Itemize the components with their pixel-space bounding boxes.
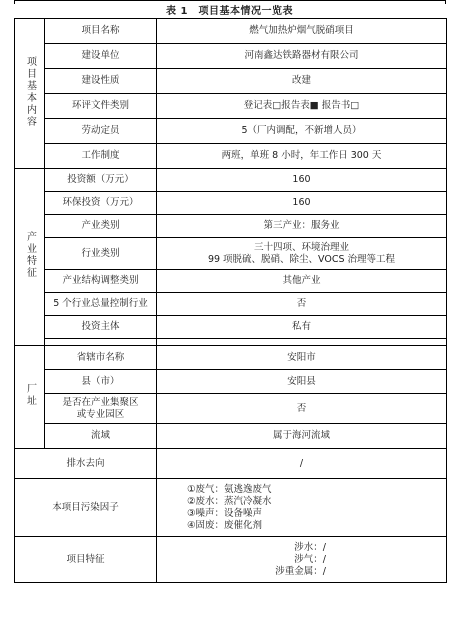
label-cluster: [45, 394, 157, 424]
label-builder: 建设单位: [45, 44, 157, 69]
table-row: [15, 19, 447, 44]
label-cluster-line: 或专业园区: [76, 408, 125, 420]
label-features: 项目特征: [15, 537, 157, 583]
table-row: [15, 394, 447, 424]
value-drainage: /: [157, 449, 447, 479]
table-row: [15, 316, 447, 339]
table-row: [15, 169, 447, 192]
value-work-system: 两班，单班 8 小时，年工作日 300 天: [157, 144, 447, 169]
feature-line: 涉气：/: [294, 553, 326, 565]
table-row: [15, 238, 447, 270]
label-sector: 行业类别: [45, 238, 157, 270]
label-five-sectors: 5 个行业总量控制行业: [45, 293, 157, 316]
value-sector-line: 99 项脱硫、脱硝、除尘、VOCS 治理等工程: [207, 253, 396, 265]
value-basin: 属于海河流域: [157, 424, 447, 449]
project-info-table: [14, 18, 447, 583]
label-investment: 投资额（万元）: [45, 169, 157, 192]
value-city: 安阳市: [157, 346, 447, 370]
table-row: [15, 479, 447, 537]
value-eia-type: 登记表□报告表■ 报告书□: [157, 94, 447, 119]
label-basin: 流域: [45, 424, 157, 449]
section-basic: 项目基本内容: [15, 19, 45, 169]
top-rule: [14, 0, 446, 1]
value-nature: 改建: [157, 69, 447, 94]
table-row: [15, 346, 447, 370]
value-investment: 160: [157, 169, 447, 192]
label-industry-category: 产业类别: [45, 215, 157, 238]
table-row: [15, 94, 447, 119]
table-row: [15, 144, 447, 169]
label-county: 县（市）: [45, 370, 157, 394]
label-nature: 建设性质: [45, 69, 157, 94]
pollutant-line: ②废水：蒸汽冷凝水: [187, 495, 272, 507]
pollutant-line: ①废气：氨逃逸废气: [187, 483, 272, 495]
table-row: [15, 370, 447, 394]
value-county: 安阳县: [157, 370, 447, 394]
value-features: [157, 537, 447, 583]
table-row: [15, 270, 447, 293]
table-row: [15, 215, 447, 238]
label-staff: 劳动定员: [45, 119, 157, 144]
label-investor: 投资主体: [45, 316, 157, 339]
value-cluster: 否: [157, 394, 447, 424]
value-industry-category: 第三产业：服务业: [157, 215, 447, 238]
pollutant-line: ③噪声：设备噪声: [187, 507, 263, 519]
table-row-spacer: [15, 339, 447, 346]
label-eia-type: 环评文件类别: [45, 94, 157, 119]
table-row: [15, 119, 447, 144]
label-work-system: 工作制度: [45, 144, 157, 169]
section-industry: 产业特征: [15, 169, 45, 346]
label-project-name: 项目名称: [45, 19, 157, 44]
table-row: [15, 424, 447, 449]
pollutant-line: ④固废：废催化剂: [187, 519, 263, 531]
value-restructuring: 其他产业: [157, 270, 447, 293]
value-builder: 河南鑫达铁路器材有限公司: [157, 44, 447, 69]
table-row: [15, 293, 447, 316]
label-env-investment: 环保投资（万元）: [45, 192, 157, 215]
table-row: [15, 69, 447, 94]
value-staff: 5（厂内调配，不新增人员）: [157, 119, 447, 144]
value-five-sectors: 否: [157, 293, 447, 316]
value-pollutants: [157, 479, 447, 537]
value-sector: [157, 238, 447, 270]
table-row: [15, 537, 447, 583]
section-site: 厂址: [15, 346, 45, 449]
label-pollutants: 本项目污染因子: [15, 479, 157, 537]
label-drainage: 排水去向: [15, 449, 157, 479]
feature-line: 涉重金属：/: [275, 565, 326, 577]
label-restructuring: 产业结构调整类别: [45, 270, 157, 293]
table-row: [15, 44, 447, 69]
table-title: 表 1 项目基本情况一览表: [166, 6, 293, 17]
spacer-cell: [157, 339, 447, 346]
value-project-name: 燃气加热炉烟气脱硝项目: [157, 19, 447, 44]
label-cluster-line: 是否在产业集聚区: [62, 396, 139, 408]
table-row: [15, 449, 447, 479]
spacer-cell: [45, 339, 157, 346]
table-row: [15, 192, 447, 215]
value-env-investment: 160: [157, 192, 447, 215]
label-city: 省辖市名称: [45, 346, 157, 370]
value-investor: 私有: [157, 316, 447, 339]
feature-line: 涉水：/: [294, 541, 326, 553]
value-sector-line: 三十四项、环境治理业: [253, 241, 349, 253]
